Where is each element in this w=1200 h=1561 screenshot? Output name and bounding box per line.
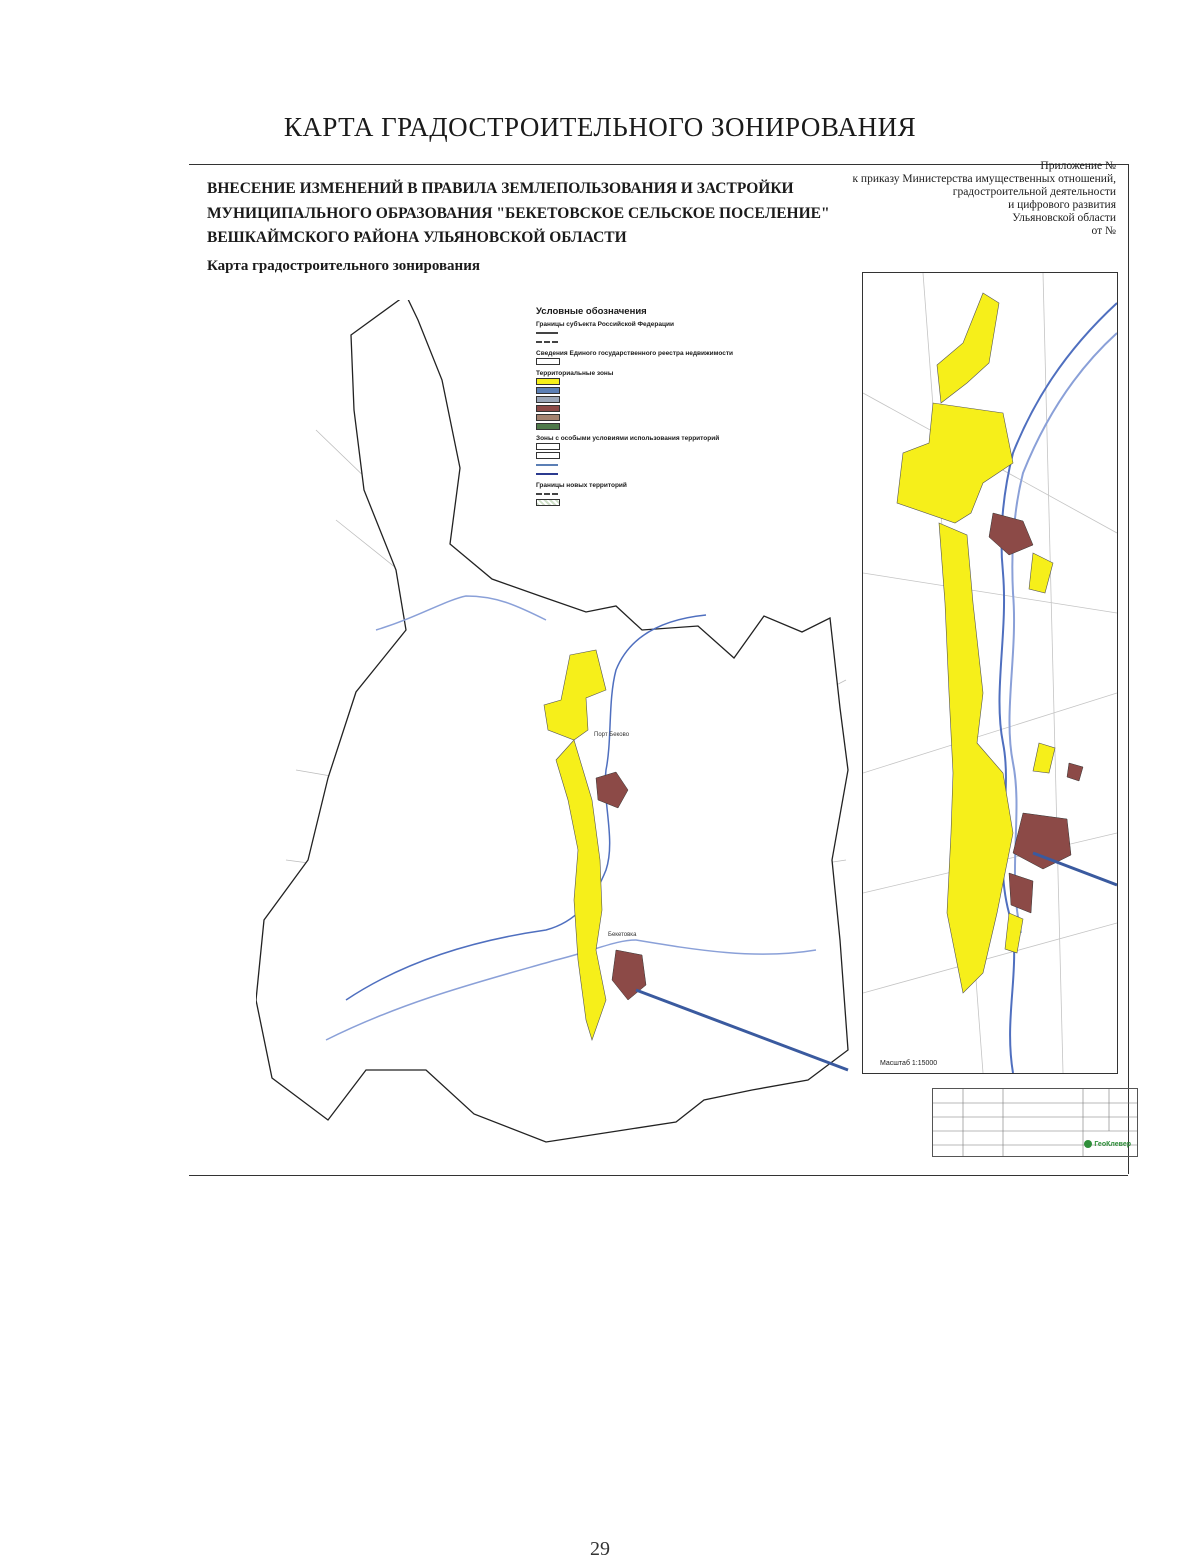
appendix-line-2: к приказу Министерства имущественных отношений, <box>852 173 1116 185</box>
brand-label: ГеоКлевер <box>1094 1140 1131 1148</box>
appendix-line-6: от № <box>1091 225 1116 237</box>
sheet-border-right <box>1128 164 1129 1174</box>
zoning-map-inset <box>862 272 1118 1074</box>
map-label-settlement: Бекетовка <box>608 932 637 938</box>
appendix-line-1: Приложение № <box>1040 160 1116 172</box>
map-subtitle: Карта градостроительного зонирования <box>207 258 480 274</box>
brand-icon <box>1084 1140 1092 1148</box>
scale-label: Масштаб 1:15000 <box>880 1060 938 1067</box>
title-block-stamp <box>932 1088 1138 1157</box>
page-title: КАРТА ГРАДОСТРОИТЕЛЬНОГО ЗОНИРОВАНИЯ <box>283 112 917 142</box>
brand-logo <box>1084 1140 1131 1148</box>
legend-section-new: Границы новых территорий <box>536 482 627 489</box>
appendix-line-4: и цифрового развития <box>1008 199 1116 211</box>
appendix-line-3: градостроительной деятельности <box>952 186 1116 198</box>
appendix-block <box>800 160 1116 238</box>
appendix-line-5: Ульяновской области <box>1012 212 1116 224</box>
zoning-map-overview <box>256 300 856 1160</box>
legend-section-zones: Территориальные зоны <box>536 370 614 377</box>
header-line-1: ВНЕСЕНИЕ ИЗМЕНЕНИЙ В ПРАВИЛА ЗЕМЛЕПОЛЬЗОВАНИЯ И ЗАСТРОЙКИ <box>207 180 794 197</box>
legend-section-special: Зоны с особыми условиями использования территорий <box>536 435 720 442</box>
page-number: 29 <box>590 1538 610 1560</box>
legend-title: Условные обозначения <box>536 306 647 317</box>
legend-section-egrn: Сведения Единого государственного реестра недвижимости <box>536 350 734 357</box>
header-line-3: ВЕШКАЙМСКОГО РАЙОНА УЛЬЯНОВСКОЙ ОБЛАСТИ <box>207 229 627 246</box>
header-line-2: МУНИЦИПАЛЬНОГО ОБРАЗОВАНИЯ "БЕКЕТОВСКОЕ СЕЛЬСКОЕ ПОСЕЛЕНИЕ" <box>207 205 830 222</box>
legend-section-borders: Границы субъекта Российской Федерации <box>536 321 674 328</box>
map-label-settlement: Порт Беково <box>594 732 630 738</box>
